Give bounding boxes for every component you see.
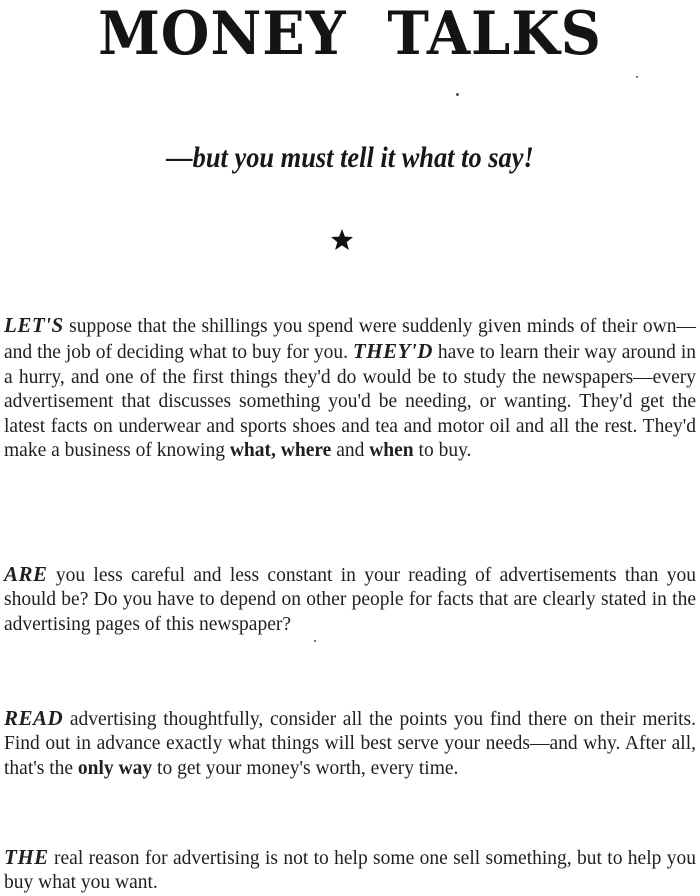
- paragraph-lead-word: THE: [4, 845, 49, 869]
- print-speck: [636, 76, 638, 78]
- paragraph-are-you: [4, 562, 696, 637]
- emphasis-only-way: only way: [77, 757, 153, 779]
- headline-word-money: MONEY: [98, 0, 347, 69]
- star-icon: [330, 228, 354, 252]
- paragraph-text: real reason for advertising is not to help some one sell something, but to help you buy what you want.: [4, 848, 696, 894]
- paragraph-text: have to learn their way around in a hurry, and one of the first things they'd do would be to study the newspapers—every advertisement that discusses something you'd be needing, or wanting. They'd get the latest facts on underwear and sports shoes and tea and motor oil and all the rest. They'd make a business of knowing: [4, 342, 696, 462]
- paragraph-lead-word: LET'S: [4, 313, 64, 337]
- paragraph-text: to buy.: [413, 440, 472, 462]
- headline: [25, 0, 676, 68]
- paragraph-lead-word: ARE: [4, 562, 48, 586]
- print-speck: [314, 640, 316, 642]
- emphasis-where: where: [280, 440, 332, 462]
- paragraph-lead-word: READ: [4, 706, 64, 730]
- emphasis-what: what,: [229, 440, 276, 462]
- paragraph-text: suppose that the shillings you spend were suddenly given minds of their own—and the job of deciding what to buy for you.: [4, 316, 696, 364]
- paragraph-lets-suppose: LET'S suppose that the shillings you spend were suddenly given minds of their own—and the job of deciding what to buy for you. THEY'D have to learn their way around in a hurry, and one of the first things they'd do would be to study the newspapers—every advertisement that discusses something you'd be needing, or wanting. They'd get the latest facts on underwear and sports shoes and tea and motor oil and all the rest. They'd make a business of knowing what, where and when to buy.: [4, 313, 696, 462]
- paragraph-read-advertising: [4, 706, 696, 781]
- headline-word-talks: TALKS: [387, 0, 602, 69]
- paragraph-text: you less careful and less constant in your reading of advertisements than you should be? Do you have to depend on other people for facts that are clearly stated in the advertising pages of this newspaper?: [4, 565, 696, 635]
- paragraph-text: to get your money's worth, every time.: [152, 757, 459, 779]
- emphasis-when: when: [369, 440, 414, 462]
- print-speck: [456, 93, 459, 96]
- paragraph-the-real-reason: [4, 845, 696, 896]
- paragraph-text: advertising thoughtfully, consider all the points you find there on their merits. Find out in advance exactly what things will best serve your needs—and why. After all, that's the: [4, 709, 696, 779]
- subheadline: —but you must tell it what to say!: [166, 141, 534, 174]
- paragraph-lead-word: THEY'D: [352, 339, 433, 364]
